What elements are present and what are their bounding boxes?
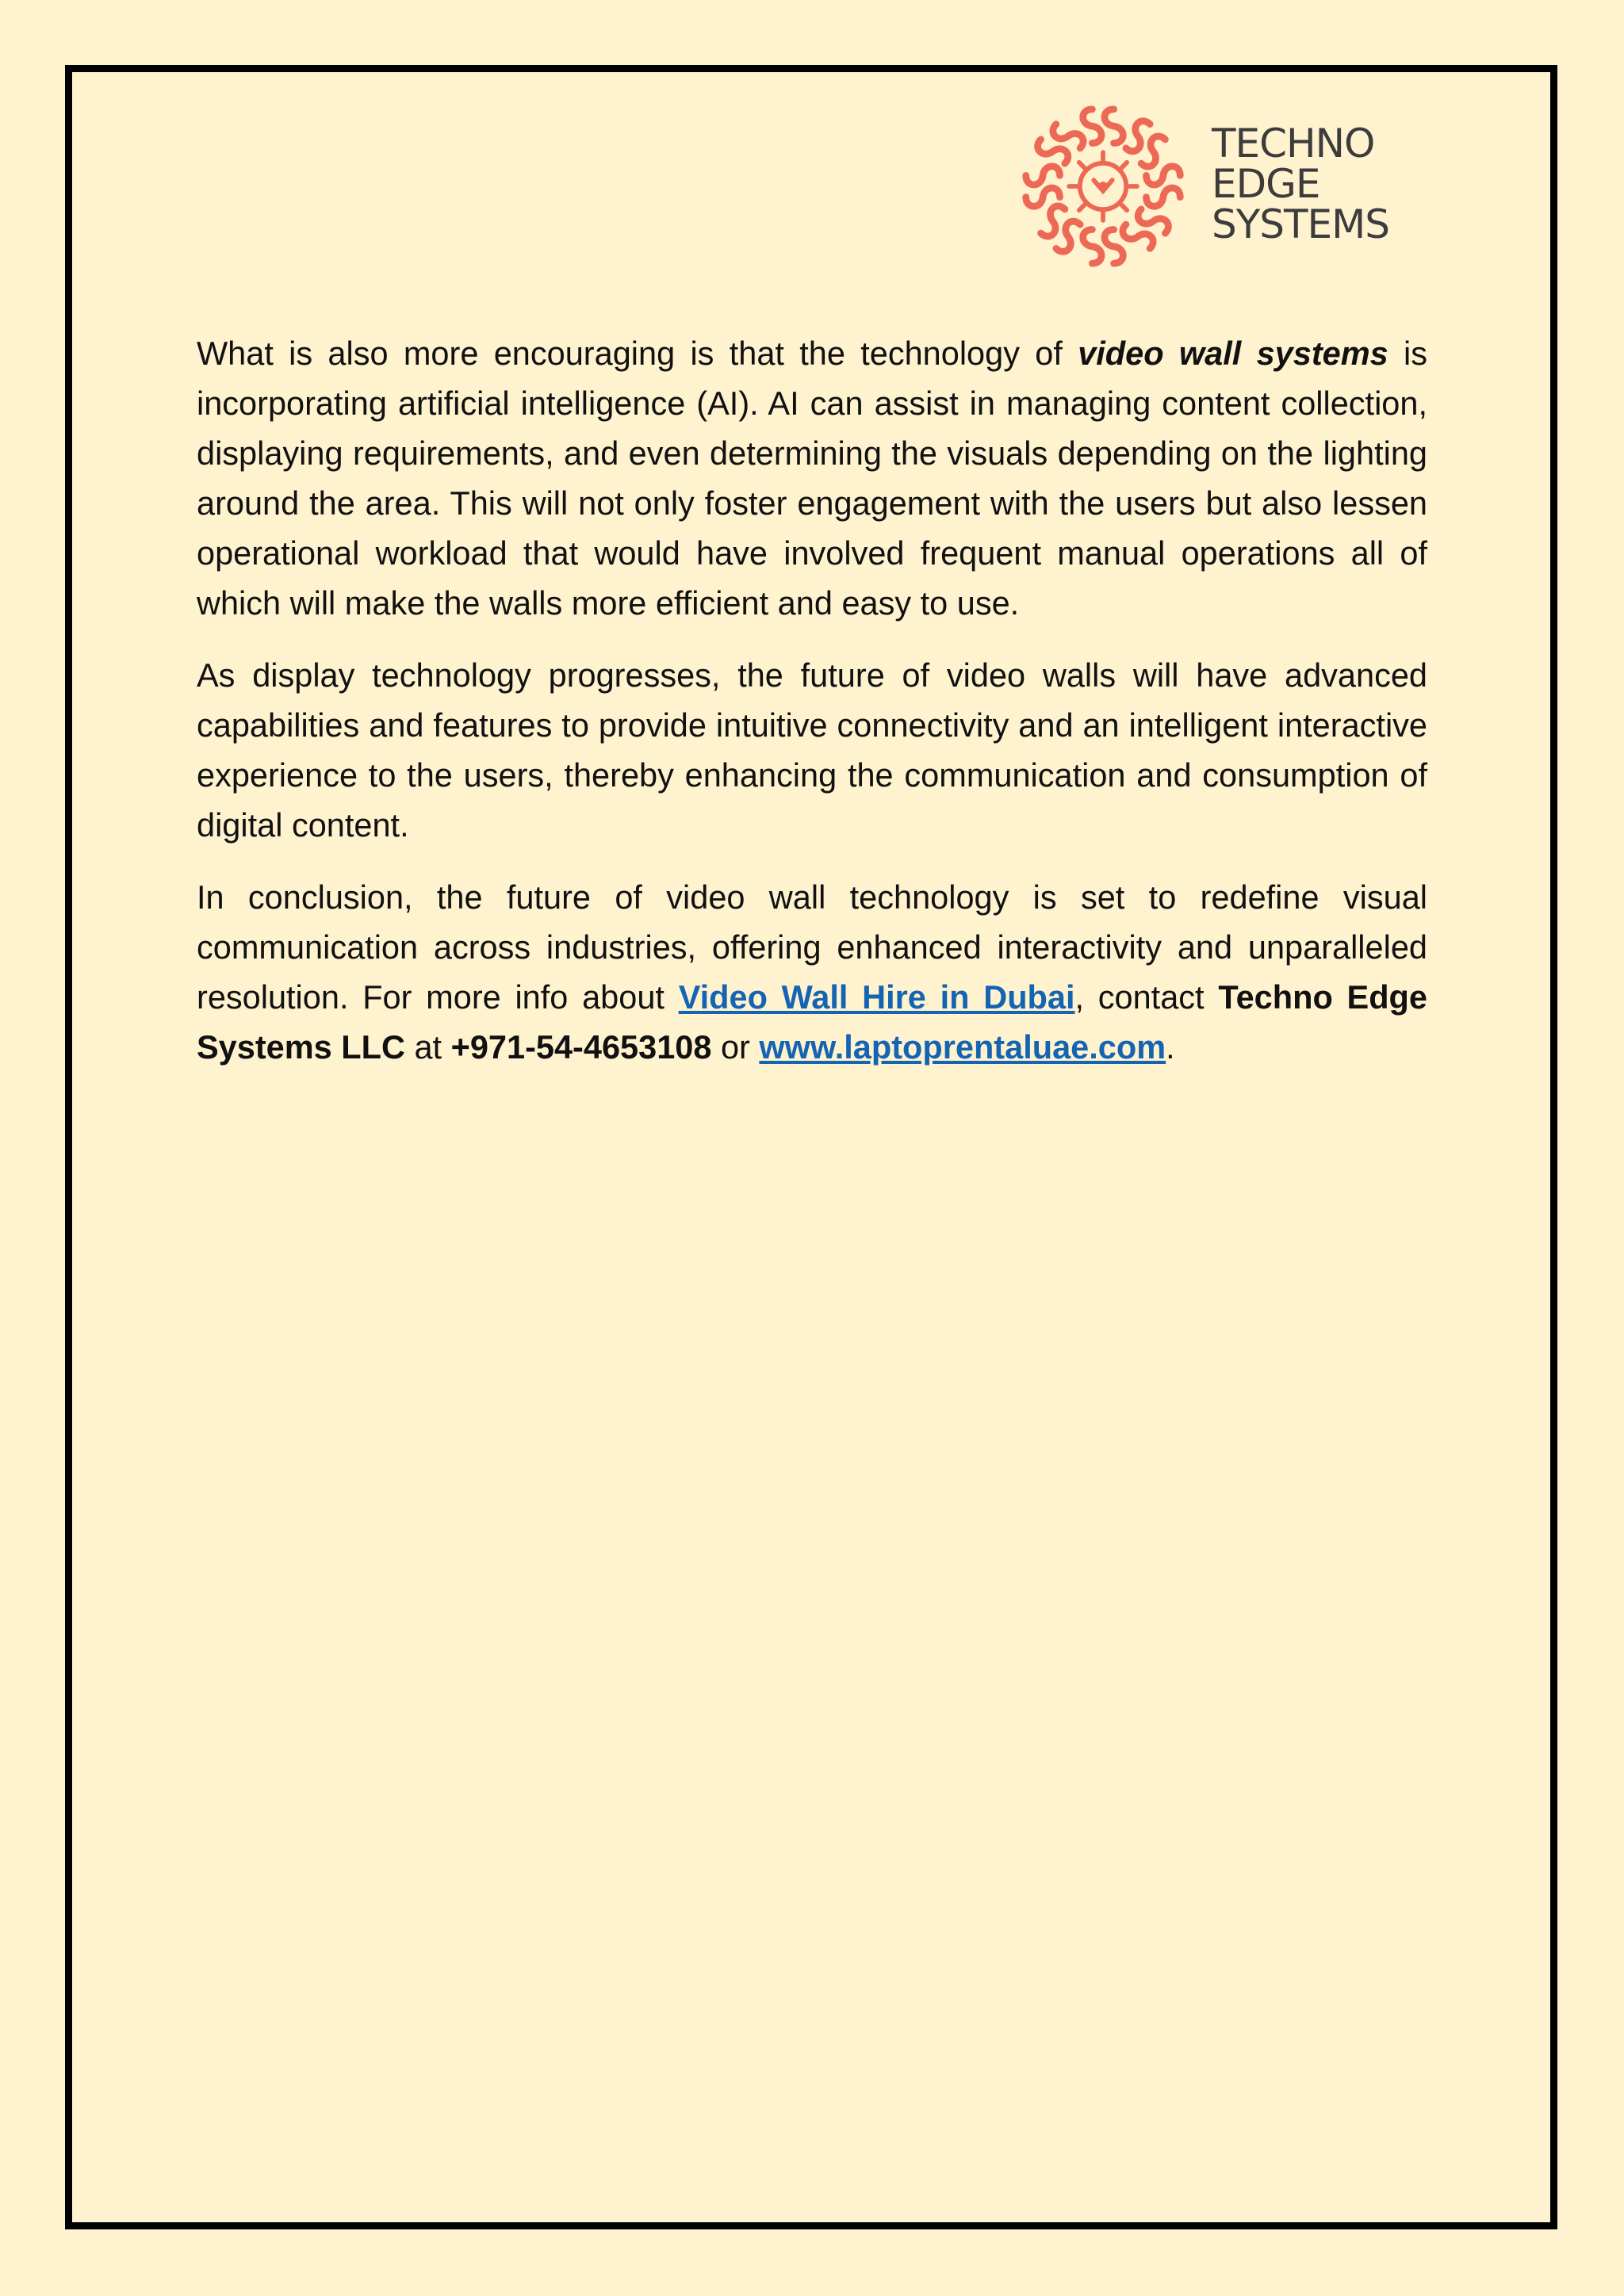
p3-text5: . (1166, 1028, 1175, 1066)
company-logo (1018, 101, 1399, 276)
p1-emphasis: video wall systems (1078, 335, 1388, 372)
video-wall-hire-link[interactable]: Video Wall Hire in Dubai (678, 978, 1075, 1016)
p1-before: What is also more encouraging is that the technology of (197, 335, 1078, 372)
logo-line-1: TECHNO (1212, 121, 1375, 166)
p3-text2: , contact (1074, 978, 1219, 1016)
phone-number: +971-54-4653108 (450, 1028, 712, 1066)
website-link[interactable]: www.laptoprentaluae.com (759, 1028, 1166, 1066)
p1-after: is incorporating artificial intelligence (AI). AI can assist in managing content collection, displaying requirements, and even determining the visuals depending on the lighting around the area. This will not only foster engagement with the users but also lessen operational workload that would have involved frequent manual operations all of which will make the walls more efficient and easy to use. (197, 335, 1428, 622)
document-body (197, 328, 1427, 1094)
logo-line-2: EDGE (1212, 161, 1320, 207)
company-name: Techno Edge Systems LLC (197, 978, 1427, 1066)
sun-s-pattern-logo-icon (1018, 101, 1188, 271)
paragraph-ai (197, 328, 1427, 628)
p3-text1: In conclusion, the future of video wall technology is set to redefine visual communication across industries, offering enhanced interactivity and unparalleled resolution. For more info about (197, 878, 1427, 1016)
logo-wordmark (1212, 121, 1390, 247)
p3-text3: at (404, 1028, 451, 1066)
paragraph-progress: As display technology progresses, the future of video walls will have advanced capabilities and features to provide intuitive connectivity and an intelligent interactive experience to the users, thereby enhancing the communication and consumption of digital content. (197, 656, 1427, 844)
paragraph-conclusion (197, 872, 1427, 1072)
p3-text4: or (711, 1028, 760, 1066)
logo-line-3: SYSTEMS (1212, 201, 1390, 247)
